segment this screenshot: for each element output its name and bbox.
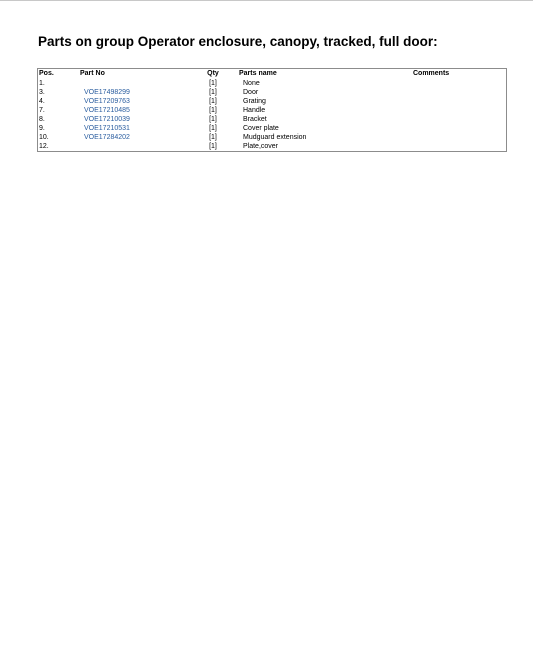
cell-spacer xyxy=(222,79,239,88)
parts-table-frame xyxy=(37,68,507,152)
table-row xyxy=(38,115,506,124)
table-row xyxy=(38,124,506,133)
cell-pos: 4. xyxy=(39,98,45,105)
cell-spacer xyxy=(222,124,239,133)
cell-qty: [1] xyxy=(209,98,217,105)
table-row xyxy=(38,133,506,142)
cell-part-no xyxy=(80,106,204,115)
page-title: Parts on group Operator enclosure, canopy, tracked, full door: xyxy=(38,34,438,49)
cell-part-no xyxy=(80,133,204,142)
cell-spacer xyxy=(222,115,239,124)
table-row xyxy=(38,106,506,115)
cell-part-no xyxy=(80,79,204,88)
cell-parts-name: Bracket xyxy=(243,116,267,123)
header-qty: Qty xyxy=(207,70,219,77)
table-row xyxy=(38,97,506,106)
table-row xyxy=(38,142,506,151)
cell-pos: 8. xyxy=(39,116,45,123)
top-divider xyxy=(0,0,533,1)
table-header-row xyxy=(38,69,506,79)
cell-comments xyxy=(413,124,506,133)
cell-comments xyxy=(413,106,506,115)
part-number-link[interactable]: VOE17498299 xyxy=(84,89,130,96)
header-spacer xyxy=(222,69,239,79)
cell-comments xyxy=(413,88,506,97)
cell-parts-name: Mudguard extension xyxy=(243,134,307,141)
cell-spacer xyxy=(222,133,239,142)
part-number-link[interactable]: VOE17210039 xyxy=(84,116,130,123)
cell-spacer xyxy=(222,88,239,97)
cell-comments xyxy=(413,97,506,106)
cell-parts-name: Handle xyxy=(243,107,266,114)
header-parts-name: Parts name xyxy=(239,70,277,77)
parts-table xyxy=(38,69,506,151)
cell-comments xyxy=(413,79,506,88)
part-number-link[interactable]: VOE17210531 xyxy=(84,125,130,132)
cell-part-no xyxy=(80,88,204,97)
cell-part-no xyxy=(80,142,204,151)
cell-qty: [1] xyxy=(209,134,217,141)
cell-qty: [1] xyxy=(209,107,217,114)
cell-qty: [1] xyxy=(209,143,217,150)
header-part-no: Part No xyxy=(80,70,105,77)
cell-qty: [1] xyxy=(209,125,217,132)
cell-spacer xyxy=(222,142,239,151)
cell-part-no xyxy=(80,115,204,124)
cell-pos: 9. xyxy=(39,125,45,132)
part-number-link[interactable]: VOE17209763 xyxy=(84,98,130,105)
cell-comments xyxy=(413,115,506,124)
parts-table-body xyxy=(38,79,506,151)
cell-comments xyxy=(413,142,506,151)
part-number-link[interactable]: VOE17210485 xyxy=(84,107,130,114)
table-row xyxy=(38,79,506,88)
cell-comments xyxy=(413,133,506,142)
cell-qty: [1] xyxy=(209,116,217,123)
header-comments: Comments xyxy=(413,70,450,77)
cell-pos: 3. xyxy=(39,89,45,96)
cell-parts-name: Grating xyxy=(243,98,266,105)
part-number-link[interactable]: VOE17284202 xyxy=(84,134,130,141)
header-pos: Pos. xyxy=(39,70,54,77)
cell-pos: 7. xyxy=(39,107,45,114)
cell-spacer xyxy=(222,97,239,106)
cell-qty: [1] xyxy=(209,89,217,96)
cell-parts-name: None xyxy=(243,80,260,87)
cell-pos: 1. xyxy=(39,80,45,87)
cell-spacer xyxy=(222,106,239,115)
cell-pos: 12. xyxy=(39,143,49,150)
table-row xyxy=(38,88,506,97)
cell-parts-name: Plate,cover xyxy=(243,143,279,150)
cell-part-no xyxy=(80,124,204,133)
cell-pos: 10. xyxy=(39,134,49,141)
cell-part-no xyxy=(80,97,204,106)
cell-parts-name: Door xyxy=(243,89,259,96)
cell-qty: [1] xyxy=(209,80,217,87)
cell-parts-name: Cover plate xyxy=(243,125,279,132)
